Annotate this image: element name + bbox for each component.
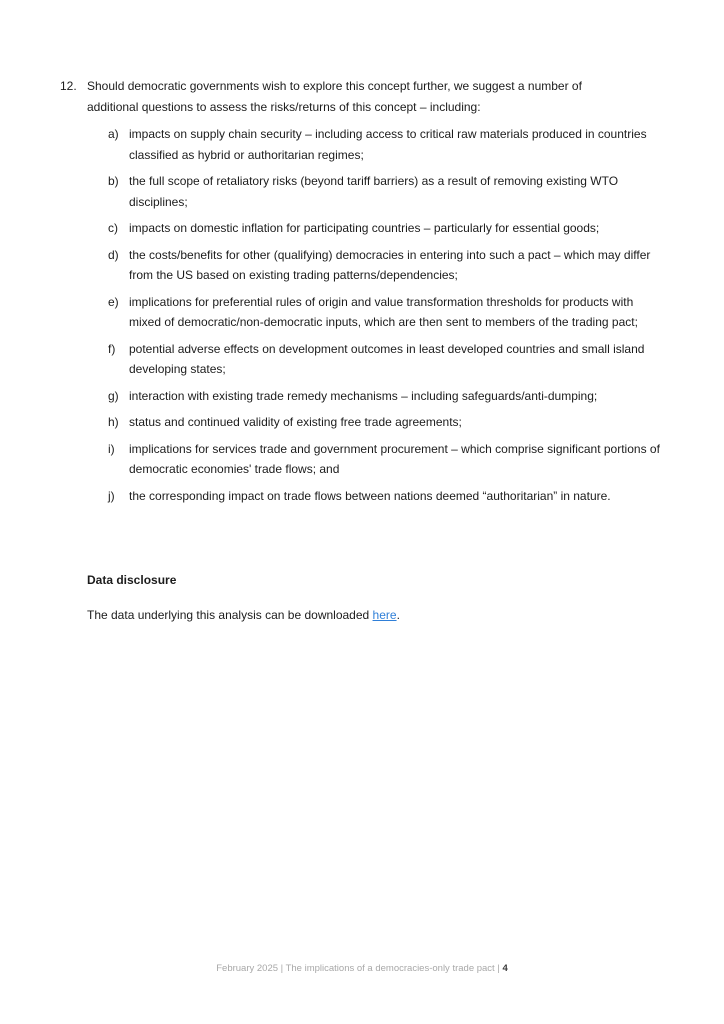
list-item-letter: g) xyxy=(108,388,119,403)
list-item xyxy=(108,218,668,239)
list-item xyxy=(108,486,668,507)
list-item-text: the corresponding impact on trade flows between nations deemed “authoritarian” in nature. xyxy=(129,488,611,503)
disclosure-text: The data underlying this analysis can be downloaded xyxy=(87,608,373,622)
page-footer xyxy=(0,962,724,976)
paragraph-number: 12. xyxy=(60,79,77,93)
numbered-paragraph-12 xyxy=(60,76,660,118)
question-list xyxy=(108,124,668,512)
list-item-letter: j) xyxy=(108,488,115,503)
list-item xyxy=(108,339,668,380)
list-item-letter: c) xyxy=(108,221,118,235)
list-item-text: the costs/benefits for other (qualifying) democracies in entering into such a pact – which may differ from the US based on existing trading patterns/dependencies; xyxy=(129,247,651,282)
list-item-letter: d) xyxy=(108,247,119,262)
list-item-text: potential adverse effects on development outcomes in least developed countries and small island developing states; xyxy=(129,341,645,376)
list-item-text: impacts on supply chain security – including access to critical raw materials produced in countries classified as hybrid or authoritarian regimes; xyxy=(129,127,647,162)
list-item-text: the full scope of retaliatory risks (beyond tariff barriers) as a result of removing existing WTO disciplines; xyxy=(129,174,619,209)
list-item xyxy=(108,124,668,165)
page-number: 4 xyxy=(502,963,508,974)
data-disclosure-paragraph xyxy=(87,605,400,625)
list-item-letter: b) xyxy=(108,174,119,188)
footer-text: February 2025 | The implications of a democracies-only trade pact | xyxy=(216,963,503,974)
list-item-text: implications for preferential rules of origin and value transformation thresholds for products with mixed of democratic/non-democratic inputs, which are then sent to members of the trading pact; xyxy=(129,294,638,329)
list-item xyxy=(108,292,668,333)
download-data-link[interactable]: here xyxy=(372,608,397,622)
disclosure-text-end: . xyxy=(396,608,400,622)
list-item-letter: h) xyxy=(108,415,119,429)
list-item xyxy=(108,171,668,212)
list-item-letter: a) xyxy=(108,127,119,141)
list-item-text: status and continued validity of existing free trade agreements; xyxy=(129,415,462,429)
data-disclosure-heading: Data disclosure xyxy=(87,573,177,587)
list-item-text: implications for services trade and government procurement – which comprise significant portions of democratic economies' trade flows; and xyxy=(129,441,660,476)
list-item-text: interaction with existing trade remedy mechanisms – including safeguards/anti-dumping; xyxy=(129,388,598,403)
list-item xyxy=(108,245,668,286)
list-item xyxy=(108,439,668,480)
list-item xyxy=(108,386,668,407)
list-item-text: impacts on domestic inflation for participating countries – particularly for essential goods; xyxy=(129,221,600,235)
list-item xyxy=(108,412,668,433)
list-item-letter: i) xyxy=(108,441,115,456)
list-item-letter: f) xyxy=(108,341,116,356)
list-item-letter: e) xyxy=(108,294,119,309)
paragraph-text: Should democratic governments wish to explore this concept further, we suggest a number of additional questions to assess the risks/returns of this concept – including: xyxy=(87,79,582,114)
